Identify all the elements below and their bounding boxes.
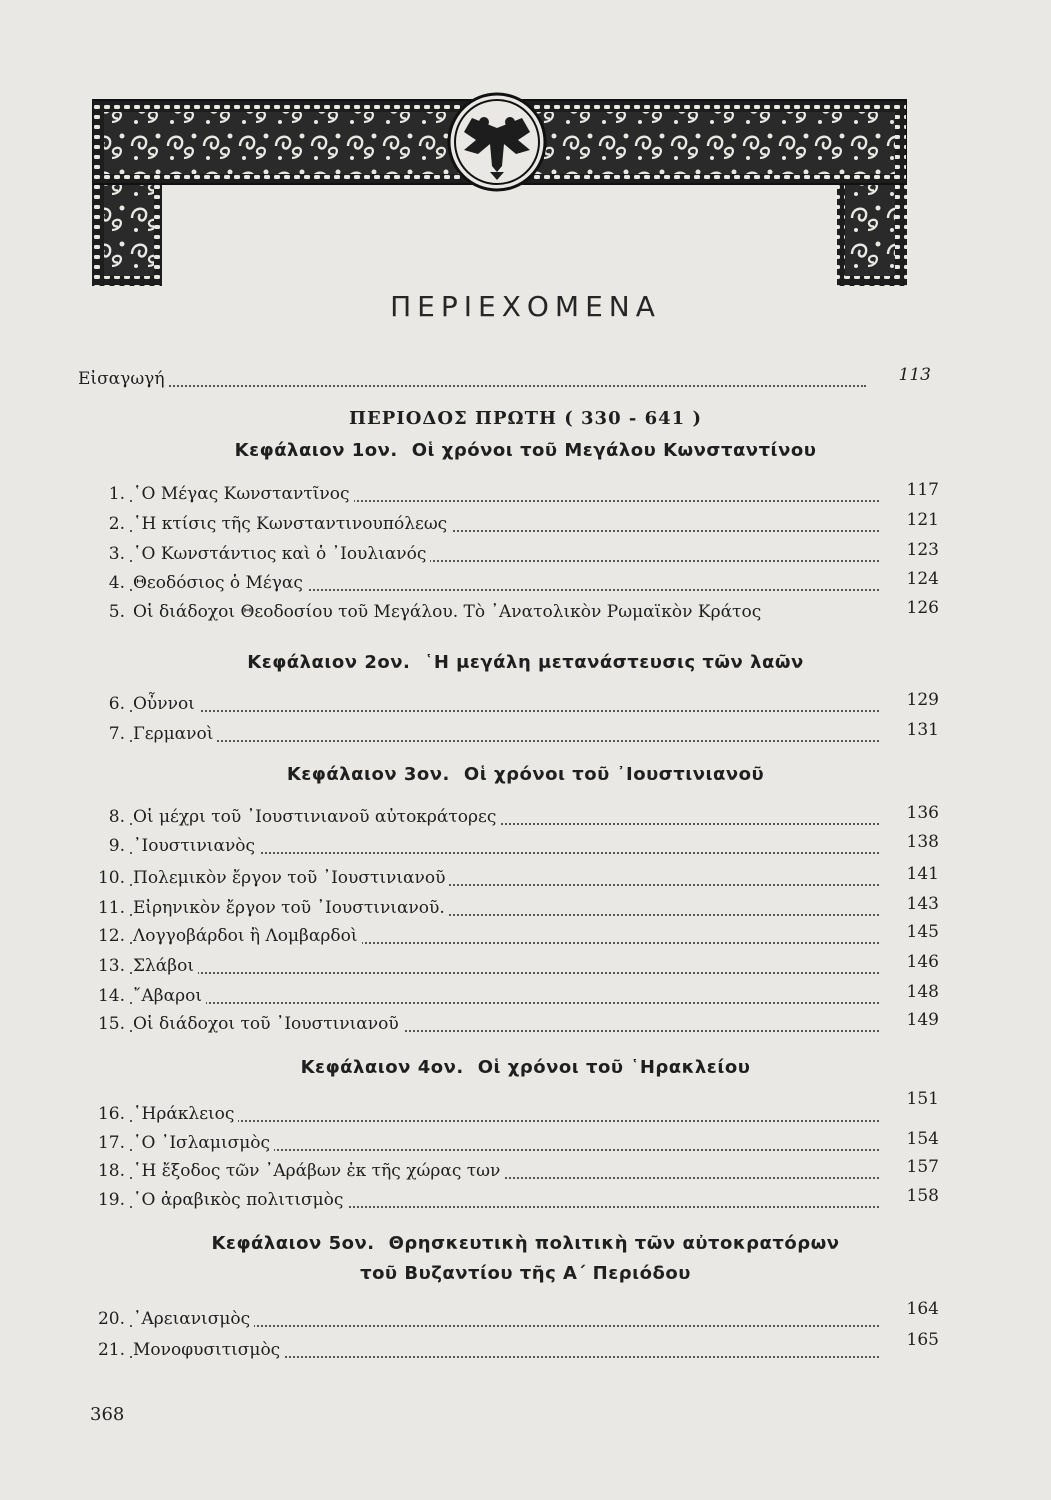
entry-page: 117	[906, 480, 939, 500]
entry-label: ᾿Αρειανισμὸς	[133, 1309, 254, 1329]
leader-dots	[130, 740, 879, 742]
entry-page: 123	[906, 540, 939, 560]
entry-page: 145	[906, 922, 939, 942]
entry-label: ῾Ο ἀραβικὸς πολιτισμὸς	[133, 1190, 347, 1210]
entry-number: 15.	[97, 1014, 125, 1034]
entry-number: 4.	[108, 573, 125, 593]
entry-number: 19.	[97, 1190, 125, 1210]
entry-page: 143	[906, 894, 939, 914]
entry-page: 154	[906, 1129, 939, 1149]
page-number: 368	[90, 1404, 125, 1425]
entry-label: Γερμανοὶ	[133, 724, 217, 744]
toc-entry[interactable]	[0, 569, 1051, 599]
entry-label: Λογγοβάρδοι ἢ Λομβαρδοὶ	[133, 926, 362, 946]
entry-label: Οὖννοι	[133, 694, 199, 714]
chapter-title: ῾Η μεγάλη μετανάστευσις τῶν λαῶν	[424, 652, 804, 673]
entry-label: Μονοφυσιτισμὸς	[133, 1340, 284, 1360]
chapter-number: Κεφάλαιον 4ον.	[300, 1057, 464, 1078]
entry-label: Πολεμικὸν ἔργον τοῦ ᾿Ιουστινιανοῦ	[133, 868, 449, 888]
entry-number: 21.	[97, 1340, 125, 1360]
entry-number: 17.	[97, 1133, 125, 1153]
entry-label: Εἰσαγωγή	[78, 369, 169, 389]
entry-label: ῾Ηράκλειος	[133, 1104, 238, 1124]
entry-label: ᾿Ιουστινιανὸς	[133, 836, 259, 856]
entry-page: 149	[906, 1010, 939, 1030]
toc-entry[interactable]	[0, 480, 1051, 510]
toc-entry[interactable]	[0, 982, 1051, 1012]
entry-number: 18.	[97, 1161, 125, 1181]
chapter-number: Κεφάλαιον 2ον.	[247, 652, 411, 673]
entry-label: Οἱ διάδοχοι τοῦ ᾿Ιουστινιανοῦ	[133, 1014, 403, 1034]
toc-entry[interactable]	[0, 864, 1051, 894]
entry-page: 126	[906, 598, 939, 618]
chapter-heading-1	[0, 440, 1051, 461]
entry-page: 148	[906, 982, 939, 1002]
page-title: ΠΕΡΙΕΧΟΜΕΝΑ	[390, 290, 661, 323]
chapter-number: Κεφάλαιον 1ον.	[234, 440, 398, 461]
entry-label: ῾Η κτίσις τῆς Κωνσταντινουπόλεως	[133, 514, 451, 534]
toc-entry-introduction[interactable]	[0, 365, 1051, 395]
chapter-title: Οἱ χρόνοι τοῦ ᾿Ιουστινιανοῦ	[463, 764, 765, 785]
entry-page: 129	[906, 690, 939, 710]
entry-page: 151	[906, 1089, 939, 1109]
entry-label: Θεοδόσιος ὁ Μέγας	[133, 573, 307, 593]
entry-number: 11.	[97, 898, 125, 918]
entry-label: Εἰρηνικὸν ἔργον τοῦ ᾿Ιουστινιανοῦ.	[133, 898, 449, 918]
entry-number: 6.	[108, 694, 125, 714]
entry-label: ῾Η ἔξοδος τῶν ᾿Αράβων ἐκ τῆς χώρας των	[133, 1161, 504, 1181]
entry-number: 8.	[108, 807, 125, 827]
entry-page: 121	[906, 510, 939, 530]
leader-dots	[130, 1002, 879, 1004]
entry-number: 12.	[97, 926, 125, 946]
leader-dots	[130, 972, 879, 974]
toc-entry[interactable]	[0, 720, 1051, 750]
entry-label: ῎Αβαροι	[133, 986, 206, 1006]
entry-number: 14.	[97, 986, 125, 1006]
entry-label: Οἱ διάδοχοι Θεοδοσίου τοῦ Μεγάλου. Τὸ ᾿Ανατολικὸν Ρωμαϊκὸν Κράτος	[133, 602, 765, 622]
entry-page: 164	[906, 1299, 939, 1319]
entry-number: 3.	[108, 544, 125, 564]
toc-entry[interactable]	[0, 922, 1051, 952]
entry-page: 157	[906, 1157, 939, 1177]
chapter-heading-2	[0, 652, 1051, 673]
toc-entry[interactable]	[0, 832, 1051, 862]
chapter-title: Οἱ χρόνοι τοῦ ῾Ηρακλείου	[477, 1057, 751, 1078]
entry-page: 124	[906, 569, 939, 589]
entry-page: 141	[906, 864, 939, 884]
entry-label: ῾Ο ᾿Ισλαμισμὸς	[133, 1133, 274, 1153]
entry-label: Σλάβοι	[133, 956, 198, 976]
chapter-title: Θρησκευτικὴ πολιτικὴ τῶν αὐτοκρατόρων	[388, 1233, 840, 1254]
toc-entry[interactable]	[0, 1089, 1051, 1130]
toc-entry[interactable]	[0, 540, 1051, 570]
toc-entry[interactable]	[0, 1330, 1051, 1366]
toc-entry[interactable]	[0, 510, 1051, 540]
toc-entry[interactable]	[0, 1157, 1051, 1187]
entry-label: Οἱ μέχρι τοῦ ᾿Ιουστινιανοῦ αὐτοκράτορες	[133, 807, 500, 827]
chapter-heading-3	[0, 764, 1051, 785]
toc-entry[interactable]	[0, 1010, 1051, 1040]
toc-entry[interactable]	[0, 1129, 1051, 1159]
entry-label: ῾Ο Κωνστάντιος καὶ ὁ ᾿Ιουλιανός	[133, 544, 430, 564]
entry-number: 2.	[108, 514, 125, 534]
entry-page: 113	[898, 365, 931, 385]
period-heading: ΠΕΡΙΟΔΟΣ ΠΡΩΤΗ ( 330 - 641 )	[349, 408, 702, 429]
entry-number: 9.	[108, 836, 125, 856]
leader-dots	[130, 710, 879, 712]
toc-entry[interactable]	[0, 952, 1051, 982]
leader-dots	[130, 1120, 879, 1122]
leader-dots	[78, 385, 866, 387]
toc-entry[interactable]	[0, 803, 1051, 833]
toc-entry[interactable]	[0, 894, 1051, 924]
entry-page: 165	[906, 1330, 939, 1350]
entry-number: 13.	[97, 956, 125, 976]
chapter-number: Κεφάλαιον 5ον.	[211, 1233, 375, 1254]
entry-page: 146	[906, 952, 939, 972]
toc-entry[interactable]	[0, 598, 1051, 628]
entry-page: 131	[906, 720, 939, 740]
toc-entry[interactable]	[0, 1186, 1051, 1216]
entry-number: 16.	[97, 1104, 125, 1124]
entry-number: 7.	[108, 724, 125, 744]
chapter-title-continued: τοῦ Βυζαντίου τῆς Α΄ Περιόδου	[360, 1263, 691, 1284]
toc-entry[interactable]	[0, 690, 1051, 720]
entry-page: 158	[906, 1186, 939, 1206]
entry-number: 10.	[97, 868, 125, 888]
entry-label: ῾Ο Μέγας Κωνσταντῖνος	[133, 484, 354, 504]
chapter-heading-5	[0, 1233, 1051, 1254]
chapter-number: Κεφάλαιον 3ον.	[286, 764, 450, 785]
entry-number: 20.	[97, 1309, 125, 1329]
entry-number: 1.	[108, 484, 125, 504]
entry-page: 138	[906, 832, 939, 852]
chapter-heading-4	[0, 1057, 1051, 1078]
chapter-title: Οἱ χρόνοι τοῦ Μεγάλου Κωνσταντίνου	[411, 440, 817, 461]
entry-page: 136	[906, 803, 939, 823]
entry-number: 5.	[108, 602, 125, 622]
ornamental-header-icon	[92, 92, 907, 292]
